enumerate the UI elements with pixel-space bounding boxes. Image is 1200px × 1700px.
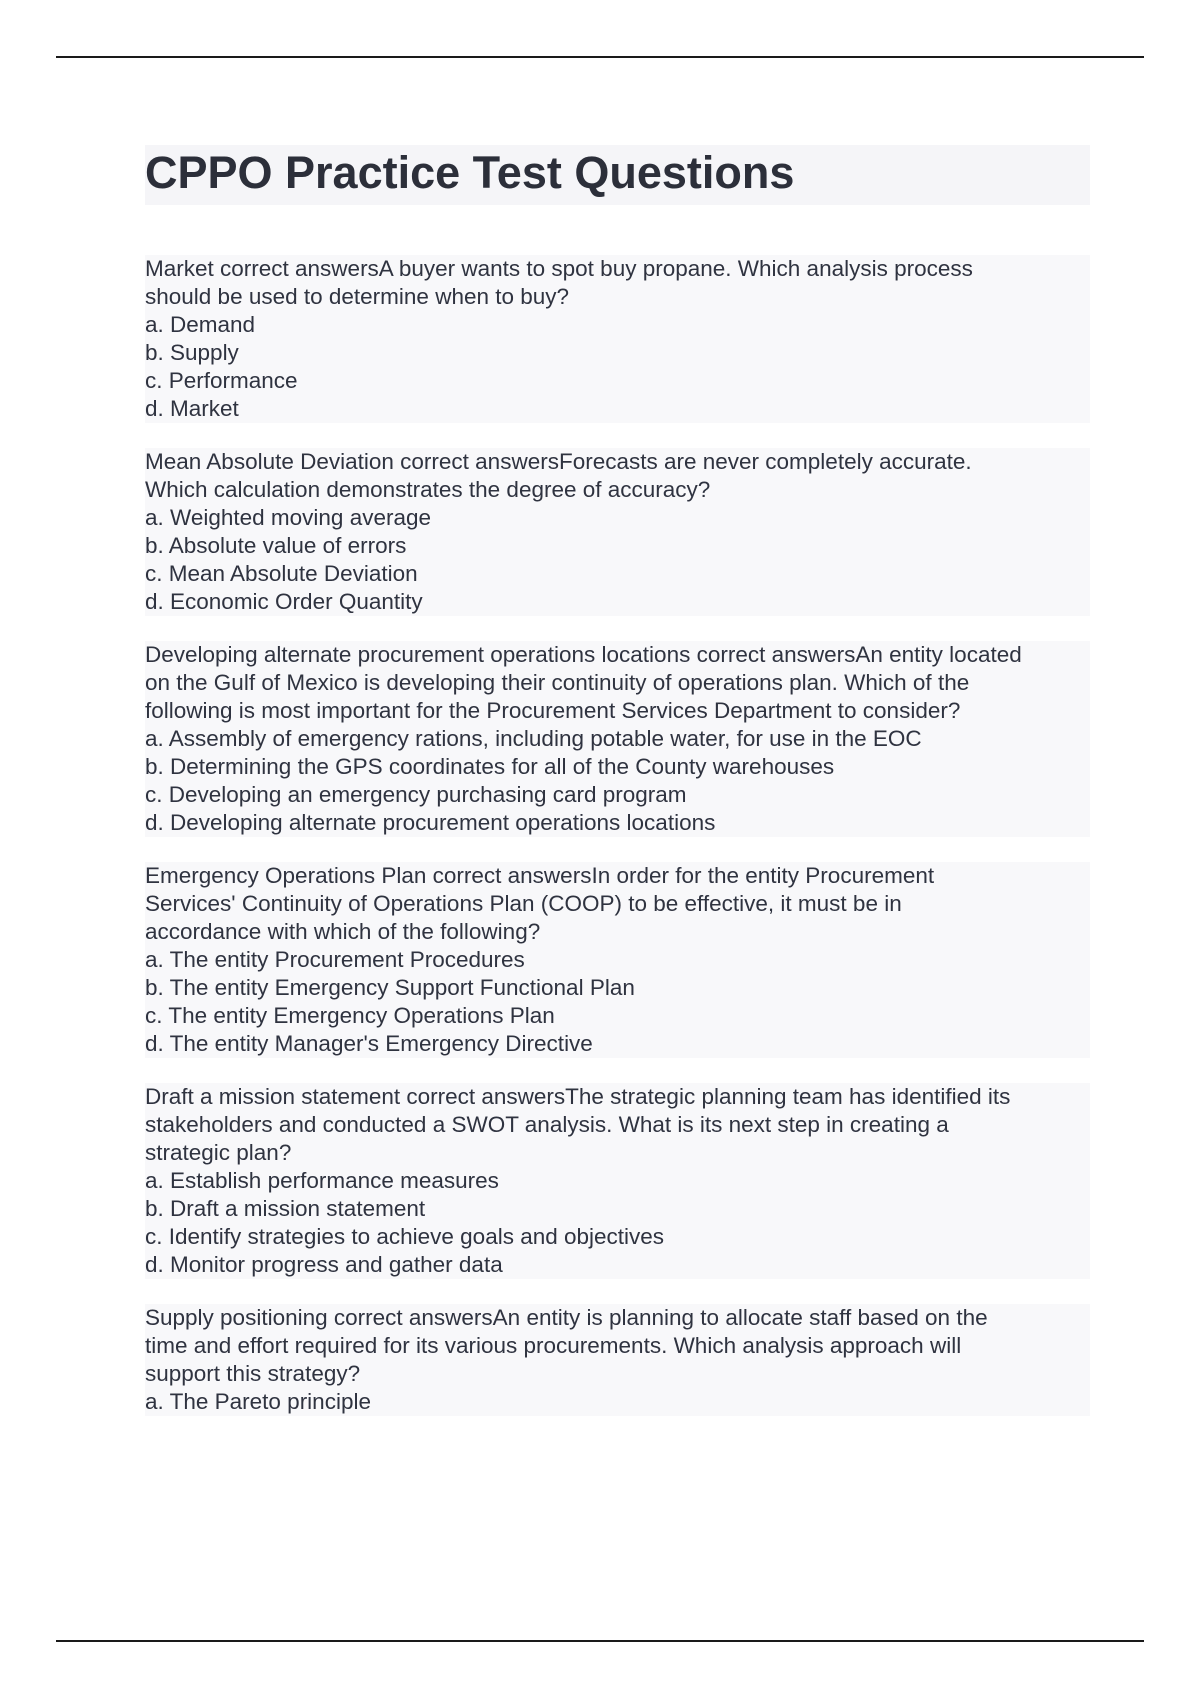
question-block-6 bbox=[145, 1304, 1090, 1416]
answer-option: d. Market bbox=[145, 395, 1090, 423]
question-text-line: should be used to determine when to buy? bbox=[145, 283, 1090, 311]
question-text-line: Services' Continuity of Operations Plan (COOP) to be effective, it must be in bbox=[145, 890, 1090, 918]
question-text-line: Emergency Operations Plan correct answersIn order for the entity Procurement bbox=[145, 862, 1090, 890]
answer-option: d. Monitor progress and gather data bbox=[145, 1251, 1090, 1279]
question-text-line: strategic plan? bbox=[145, 1139, 1090, 1167]
answer-option: b. Determining the GPS coordinates for all of the County warehouses bbox=[145, 753, 1090, 781]
answer-option: b. Draft a mission statement bbox=[145, 1195, 1090, 1223]
question-text-line: Supply positioning correct answersAn entity is planning to allocate staff based on the bbox=[145, 1304, 1090, 1332]
answer-option: c. Performance bbox=[145, 367, 1090, 395]
question-text-line: Which calculation demonstrates the degree of accuracy? bbox=[145, 476, 1090, 504]
question-text-line: following is most important for the Procurement Services Department to consider? bbox=[145, 697, 1090, 725]
answer-option: d. Developing alternate procurement operations locations bbox=[145, 809, 1090, 837]
answer-option: a. The entity Procurement Procedures bbox=[145, 946, 1090, 974]
question-block-4 bbox=[145, 862, 1090, 1058]
question-text-line: Market correct answersA buyer wants to spot buy propane. Which analysis process bbox=[145, 255, 1090, 283]
document-body bbox=[145, 145, 1090, 1441]
answer-option: a. Demand bbox=[145, 311, 1090, 339]
question-block-3 bbox=[145, 641, 1090, 837]
answer-option: a. Weighted moving average bbox=[145, 504, 1090, 532]
answer-option: c. Developing an emergency purchasing card program bbox=[145, 781, 1090, 809]
top-rule bbox=[56, 56, 1144, 58]
question-block-5 bbox=[145, 1083, 1090, 1279]
answer-option: d. Economic Order Quantity bbox=[145, 588, 1090, 616]
answer-option: b. Supply bbox=[145, 339, 1090, 367]
question-block-1 bbox=[145, 255, 1090, 423]
question-block-2 bbox=[145, 448, 1090, 616]
question-text-line: time and effort required for its various procurements. Which analysis approach will bbox=[145, 1332, 1090, 1360]
answer-option: b. The entity Emergency Support Functional Plan bbox=[145, 974, 1090, 1002]
question-text-line: Developing alternate procurement operations locations correct answersAn entity located bbox=[145, 641, 1090, 669]
bottom-rule bbox=[56, 1640, 1144, 1642]
document-title: CPPO Practice Test Questions bbox=[145, 147, 795, 198]
question-text-line: stakeholders and conducted a SWOT analysis. What is its next step in creating a bbox=[145, 1111, 1090, 1139]
question-text-line: Mean Absolute Deviation correct answersForecasts are never completely accurate. bbox=[145, 448, 1090, 476]
answer-option: c. Mean Absolute Deviation bbox=[145, 560, 1090, 588]
answer-option: c. Identify strategies to achieve goals and objectives bbox=[145, 1223, 1090, 1251]
title-band bbox=[145, 145, 1090, 205]
question-text-line: on the Gulf of Mexico is developing their continuity of operations plan. Which of the bbox=[145, 669, 1090, 697]
answer-option: a. Establish performance measures bbox=[145, 1167, 1090, 1195]
answer-option: d. The entity Manager's Emergency Directive bbox=[145, 1030, 1090, 1058]
answer-option: a. Assembly of emergency rations, including potable water, for use in the EOC bbox=[145, 725, 1090, 753]
question-text-line: support this strategy? bbox=[145, 1360, 1090, 1388]
answer-option: c. The entity Emergency Operations Plan bbox=[145, 1002, 1090, 1030]
question-text-line: Draft a mission statement correct answersThe strategic planning team has identified its bbox=[145, 1083, 1090, 1111]
answer-option: b. Absolute value of errors bbox=[145, 532, 1090, 560]
question-text-line: accordance with which of the following? bbox=[145, 918, 1090, 946]
answer-option: a. The Pareto principle bbox=[145, 1388, 1090, 1416]
